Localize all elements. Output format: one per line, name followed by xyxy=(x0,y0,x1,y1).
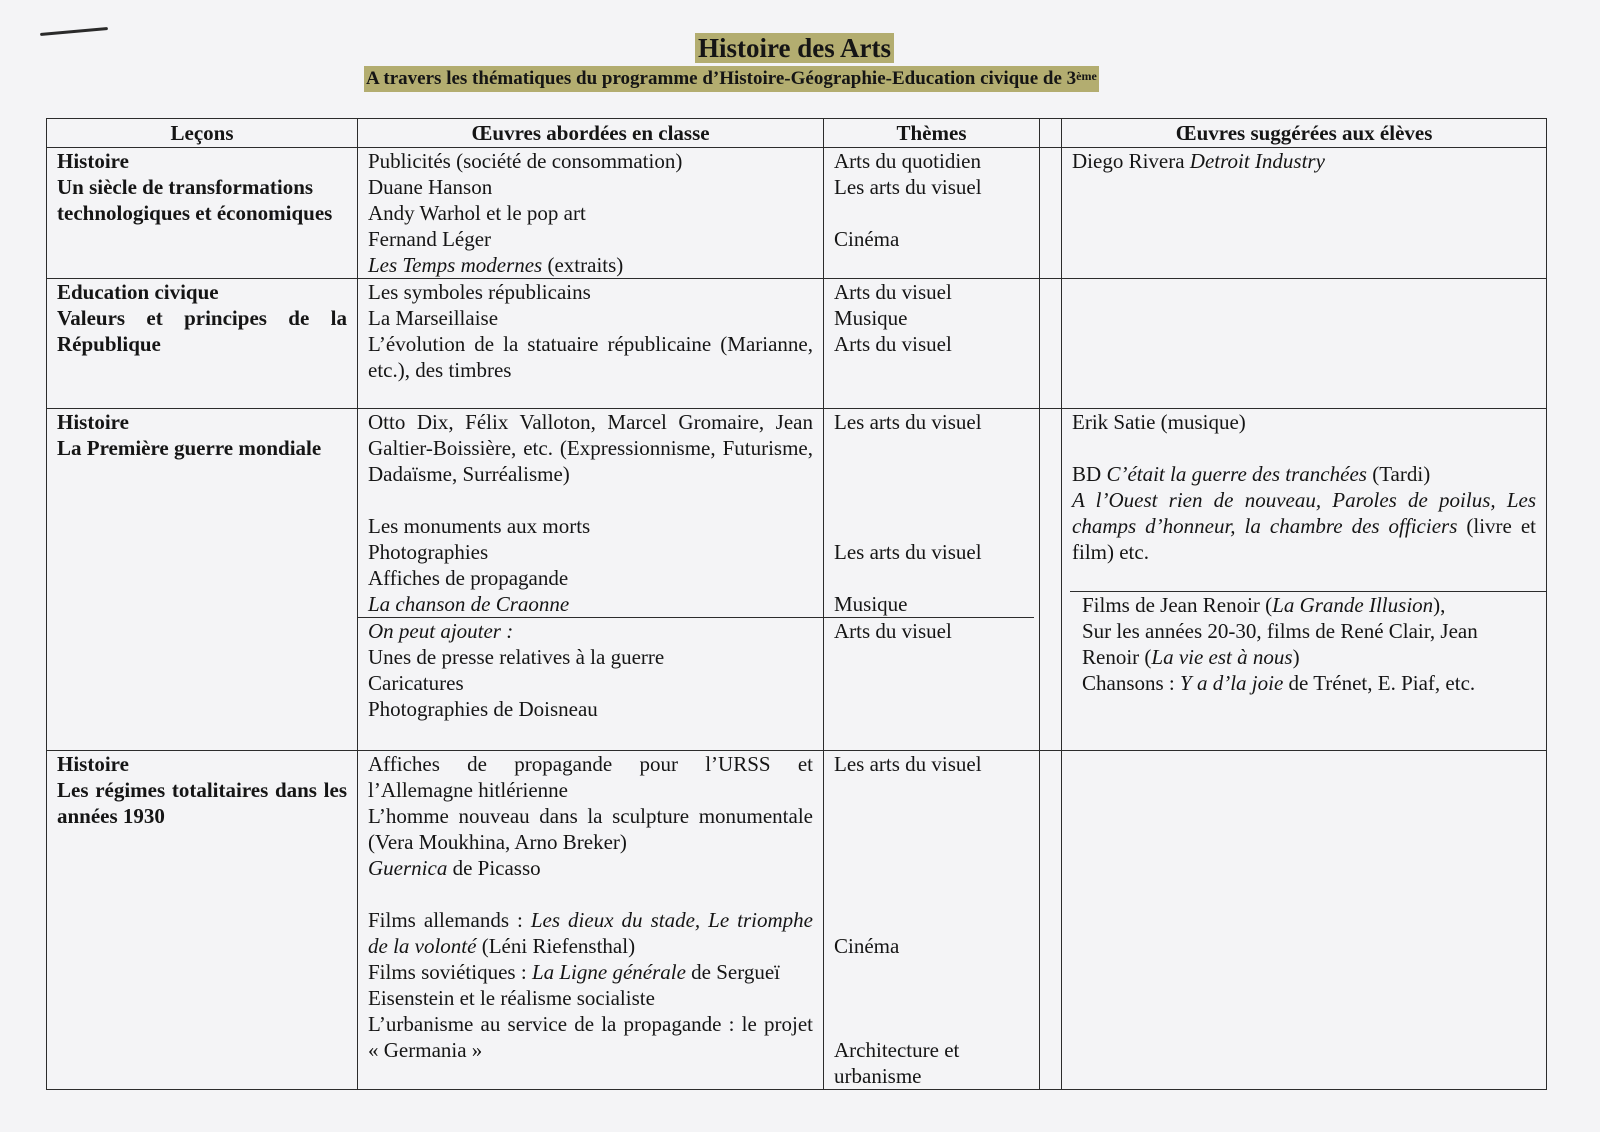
work-prefix: Films soviétiques : xyxy=(368,960,532,984)
subsection-divider xyxy=(358,617,823,722)
work-item: L’évolution de la statuaire républicaine (Marianne, etc.), des timbres xyxy=(368,332,813,382)
suggested-title: La Grande Illusion xyxy=(1272,593,1434,617)
suggested-author: (Tardi) xyxy=(1366,462,1431,486)
subtitle-superscript: ème xyxy=(1076,69,1097,83)
theme-item: Les arts du visuel xyxy=(834,175,982,199)
suggested-item xyxy=(1072,487,1536,565)
themes-cell xyxy=(824,148,1040,279)
lesson-category: Histoire xyxy=(57,410,129,434)
subsection-divider xyxy=(1070,591,1546,696)
suggested-cell xyxy=(1062,148,1547,279)
themes-cell xyxy=(824,409,1040,751)
work-title: La chanson de Craonne xyxy=(368,592,570,616)
theme-item: Architecture et urbanisme xyxy=(834,1038,960,1088)
work-author: de Picasso xyxy=(447,856,541,880)
work-item: Photographies de Doisneau xyxy=(368,697,598,721)
theme-item: Arts du quotidien xyxy=(834,149,981,173)
work-item xyxy=(368,855,813,881)
theme-item: Cinéma xyxy=(834,227,900,251)
work-item: L’homme nouveau dans la sculpture monumentale (Vera Moukhina, Arno Breker) xyxy=(368,804,813,854)
work-item: Duane Hanson xyxy=(368,175,493,199)
suggested-title: Detroit Industry xyxy=(1189,149,1325,173)
suggested-title: Y a d’la joie xyxy=(1180,671,1284,695)
work-item xyxy=(368,907,813,959)
work-item: Affiches de propagande pour l’URSS et l’Allemagne hitlérienne xyxy=(368,752,813,802)
work-intro-text: On peut ajouter : xyxy=(368,619,514,643)
header-suggested-works: Œuvres suggérées aux élèves xyxy=(1062,119,1547,148)
header-works-in-class: Œuvres abordées en classe xyxy=(358,119,824,148)
table-row xyxy=(47,148,1547,279)
suggested-item xyxy=(1072,461,1536,487)
theme-item: Les arts du visuel xyxy=(834,540,982,564)
suggested-text: Films de Jean Renoir ( xyxy=(1082,593,1273,617)
suggested-note: (livre et film) etc. xyxy=(1072,514,1536,564)
work-item: Andy Warhol et le pop art xyxy=(368,201,586,225)
work-item: Les symboles républicains xyxy=(368,280,591,304)
lesson-cell xyxy=(47,751,358,1090)
theme-item: Les arts du visuel xyxy=(834,410,982,434)
column-separator xyxy=(1040,148,1062,279)
theme-item: Arts du visuel xyxy=(834,280,952,304)
work-title: Les dieux du stade, Le triomphe de la volonté xyxy=(368,908,813,958)
theme-item: Arts du visuel xyxy=(834,619,952,643)
work-title: Guernica xyxy=(368,856,448,880)
suggested-item xyxy=(1072,148,1536,174)
lesson-cell xyxy=(47,148,358,279)
page-subtitle xyxy=(364,66,1099,92)
suggested-cell xyxy=(1062,751,1547,1090)
work-item: L’urbanisme au service de la propagande : le projet « Germania » xyxy=(368,1012,813,1062)
page-title: Histoire des Arts xyxy=(695,33,894,63)
suggested-author: Diego Rivera xyxy=(1072,149,1190,173)
work-prefix: Films allemands : xyxy=(368,908,531,932)
work-item: Caricatures xyxy=(368,671,464,695)
theme-item: Arts du visuel xyxy=(834,332,952,356)
work-item: La Marseillaise xyxy=(368,306,499,330)
suggested-item xyxy=(1082,618,1536,670)
work-title: La Ligne générale xyxy=(531,960,686,984)
pen-mark xyxy=(40,27,108,36)
work-item: Fernand Léger xyxy=(368,227,492,251)
table-row xyxy=(47,279,1547,409)
work-item: Affiches de propagande xyxy=(368,566,569,590)
work-author: de Sergueï Eisenstein et le réalisme socialiste xyxy=(368,960,781,1010)
work-item: Otto Dix, Félix Valloton, Marcel Gromaire, Jean Galtier-Boissière, etc. (Expressionnisme, Futurisme, Dadaïsme, Surréalisme) xyxy=(368,410,813,486)
suggested-title: A l’Ouest rien de nouveau, Paroles de poilus, Les champs d’honneur, la chambre des officiers xyxy=(1072,488,1536,538)
suggested-text: ), xyxy=(1433,593,1446,617)
suggested-cell xyxy=(1062,409,1547,751)
works-cell xyxy=(358,751,824,1090)
suggested-item xyxy=(1082,592,1536,618)
column-separator xyxy=(1040,119,1062,148)
lesson-category: Histoire xyxy=(57,149,129,173)
work-item: Photographies xyxy=(368,540,489,564)
lesson-title: Valeurs et principes de la République xyxy=(57,306,347,356)
lesson-cell xyxy=(47,279,358,409)
table-row xyxy=(47,409,1547,751)
suggested-item: Erik Satie (musique) xyxy=(1072,410,1246,434)
work-item: Publicités (société de consommation) xyxy=(368,149,683,173)
suggested-text: Sur les années 20-30, films de René Clair, Jean Renoir ( xyxy=(1082,619,1478,669)
work-note: (extraits) xyxy=(542,253,624,277)
arts-history-table xyxy=(46,118,1547,1090)
theme-item: Cinéma xyxy=(834,934,900,958)
work-title: Les Temps modernes xyxy=(368,253,543,277)
lesson-category: Education civique xyxy=(57,280,219,304)
work-item xyxy=(368,591,813,617)
work-item xyxy=(368,252,813,278)
work-item xyxy=(368,959,813,1011)
suggested-text: ) xyxy=(1292,645,1300,669)
work-intro xyxy=(368,618,813,644)
column-separator xyxy=(1040,279,1062,409)
column-separator xyxy=(1040,409,1062,751)
lesson-title: Les régimes totalitaires dans les années 1930 xyxy=(57,778,347,828)
work-item: Les monuments aux morts xyxy=(368,514,591,538)
theme-item: Musique xyxy=(834,592,908,616)
table-row xyxy=(47,751,1547,1090)
works-cell xyxy=(358,409,824,751)
header-themes: Thèmes xyxy=(824,119,1040,148)
lesson-title: La Première guerre mondiale xyxy=(57,436,322,460)
suggested-item xyxy=(1082,670,1536,696)
suggested-text: Chansons : xyxy=(1082,671,1181,695)
works-cell xyxy=(358,148,824,279)
work-item: Unes de presse relatives à la guerre xyxy=(368,645,665,669)
themes-cell xyxy=(824,751,1040,1090)
header-lessons: Leçons xyxy=(47,119,358,148)
lesson-category: Histoire xyxy=(57,752,129,776)
subtitle-text: A travers les thématiques du programme d’Histoire-Géographie-Education civique de 3 xyxy=(366,68,1077,89)
subsection-divider xyxy=(824,617,1034,644)
works-cell xyxy=(358,279,824,409)
theme-item: Les arts du visuel xyxy=(834,752,982,776)
table-header-row xyxy=(47,119,1547,148)
theme-item: Musique xyxy=(834,306,908,330)
lesson-title: Un siècle de transformations technologiques et économiques xyxy=(57,175,333,225)
suggested-text: de Trénet, E. Piaf, etc. xyxy=(1283,671,1476,695)
lesson-cell xyxy=(47,409,358,751)
suggested-title: C’était la guerre des tranchées xyxy=(1106,462,1367,486)
column-separator xyxy=(1040,751,1062,1090)
work-author: (Léni Riefensthal) xyxy=(476,934,636,958)
suggested-prefix: BD xyxy=(1072,462,1107,486)
suggested-title: La vie est à nous xyxy=(1151,645,1293,669)
suggested-cell xyxy=(1062,279,1547,409)
themes-cell xyxy=(824,279,1040,409)
